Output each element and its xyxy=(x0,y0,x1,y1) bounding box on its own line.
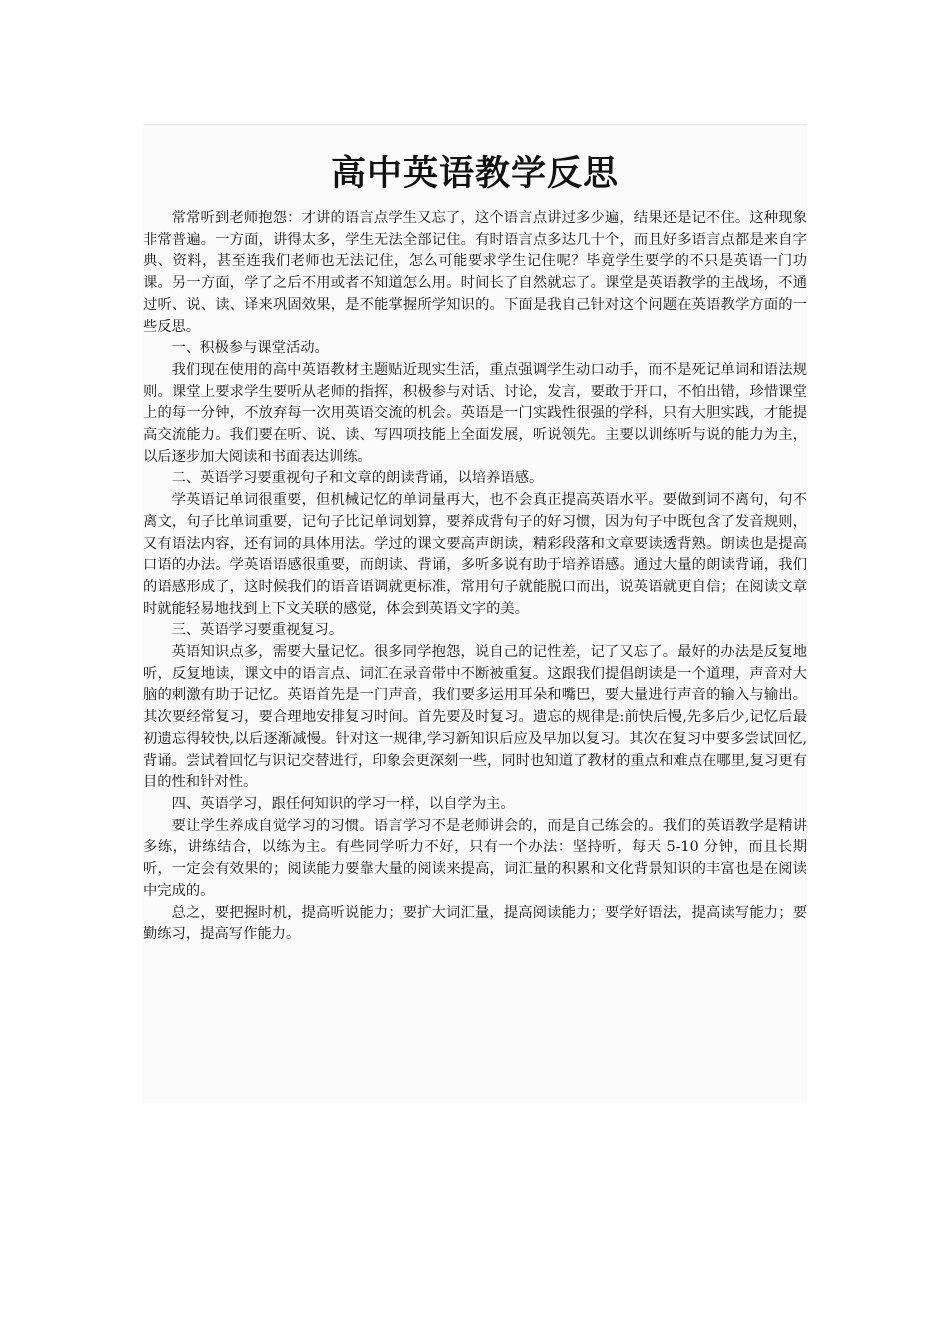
paragraph-3: 英语知识点多，需要大量记忆。很多同学抱怨，说自己的记性差，记了又忘了。最好的办法是反复地听，反复地读，课文中的语言点、词汇在录音带中不断被重复。这跟我们提倡朗读是一个道理，声音对大脑的刺激有助于记忆。英语首先是一门声音，我们要多运用耳朵和嘴巴，要大量进行声音的输入与输出。其次要经常复习，要合理地安排复习时间。首先要及时复习。遗忘的规律是:前快后慢,先多后少,记忆后最初遗忘得较快,以后逐渐减慢。针对这一规律,学习新知识后应及早加以复习。其次在复习中要多尝试回忆,背诵。尝试着回忆与识记交替进行，印象会更深刻一些，同时也知道了教材的重点和难点在哪里,复习更有目的性和针对性。 xyxy=(143,644,807,791)
section-heading-1: 一、积极参与课堂活动。 xyxy=(171,340,329,357)
paragraph-intro: 常常听到老师抱怨：才讲的语言点学生又忘了，这个语言点讲过多少遍，结果还是记不住。这种现象非常普遍。一方面，讲得太多，学生无法全部记住。有时语言点多达几十个，而且好多语言点都是来自字典、资料，甚至连我们老师也无法记住，怎么可能要求学生记住呢？毕竟学生要学的不只是英语一门功课。另一方面，学了之后不用或者不知道怎么用。时间长了自然就忘了。课堂是英语教学的主战场，不通过听、说、读、译来巩固效果，是不能掌握所学知识的。下面是我自己针对这个问题在英语教学方面的一些反思。 xyxy=(143,210,807,335)
section-heading-3: 三、英语学习要重视复习。 xyxy=(171,622,344,639)
paragraph-4: 要让学生养成自觉学习的习惯。语言学习不是老师讲会的，而是自己练会的。我们的英语教学是精讲多练，讲练结合，以练为主。有些同学听力不好，只有一个办法：坚持听，每天 5-10 分钟，而且长期听，一定会有效果的；阅读能力要靠大量的阅读来提高，词汇量的积累和文化背景知识的丰富也是在阅读中完成的。 xyxy=(143,817,807,899)
section-heading-2: 二、英语学习要重视句子和文章的朗读背诵，以培养语感。 xyxy=(171,470,544,487)
section-heading-4: 四、英语学习，跟任何知识的学习一样，以自学为主。 xyxy=(171,795,515,812)
paragraph-2: 学英语记单词很重要，但机械记忆的单词量再大，也不会真正提高英语水平。要做到词不离句，句不离文，句子比单词重要，记句子比记单词划算，要养成背句子的好习惯，因为句子中既包含了发音规则，又有语法内容，还有词的具体用法。学过的课文要高声朗读，精彩段落和文章要读透背熟。朗读也是提高口语的办法。学英语语感很重要，而朗读、背诵，多听多说有助于培养语感。通过大量的朗读背诵，我们的语感形成了，这时候我们的语音语调就更标准，常用句子就能脱口而出，说英语就更自信；在阅读文章时就能轻易地找到上下文关联的感觉，体会到英语文字的美。 xyxy=(143,492,807,617)
document-body xyxy=(143,208,807,946)
document-title: 高中英语教学反思 xyxy=(330,153,619,194)
paragraph-conclusion: 总之，要把握时机，提高听说能力；要扩大词汇量，提高阅读能力；要学好语法，提高读写能力；要勤练习，提高写作能力。 xyxy=(143,904,807,943)
paragraph-1: 我们现在使用的高中英语教材主题贴近现实生活，重点强调学生动口动手，而不是死记单词和语法规则。课堂上要求学生要听从老师的指挥，积极参与对话、讨论，发言，要敢于开口，不怕出错，珍惜课堂上的每一分钟，不放弃每一次用英语交流的机会。英语是一门实践性很强的学科，只有大胆实践，才能提高交流能力。我们要在听、说、读、写四项技能上全面发展，听说领先。主要以训练听与说的能力为主，以后逐步加大阅读和书面表达训练。 xyxy=(143,361,807,465)
document-page xyxy=(143,124,807,1103)
